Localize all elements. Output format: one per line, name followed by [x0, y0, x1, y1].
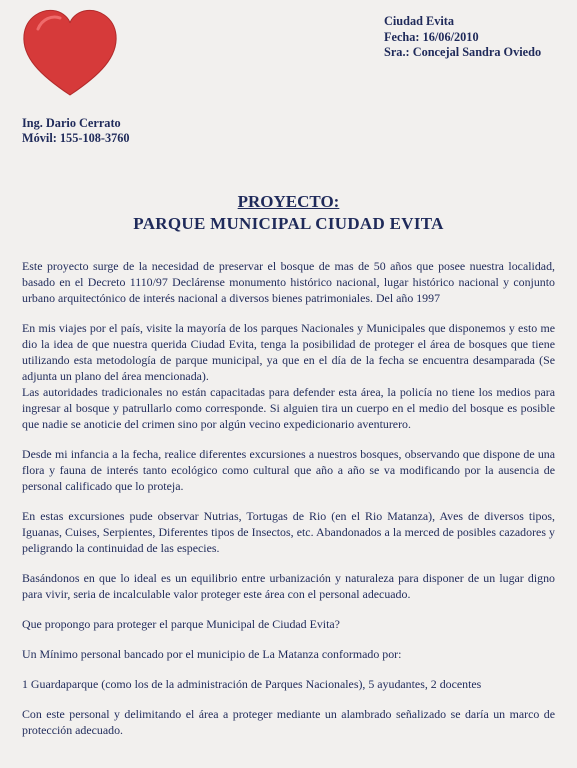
author-name: Ing. Dario Cerrato — [22, 116, 121, 130]
paragraph: Las autoridades tradicionales no están capacitadas para defender esta área, la policía no tiene los medios para ingresar al bosque y patrullarlo como corresponde. Si alguien tira un cuerpo en el medio del bosque es posible que nadie se anoticie del crimen sino por algún vecino expedicionario aventurero. — [22, 385, 555, 431]
paragraph: 1 Guardaparque (como los de la administración de Parques Nacionales), 5 ayudantes, 2 docentes — [22, 677, 482, 691]
document-body — [22, 258, 555, 738]
paragraph: Basándonos en que lo ideal es un equilibrio entre urbanización y naturaleza para disponer de un lugar digno para vivir, seria de incalculable valor proteger este área con el personal adecuado. — [22, 571, 555, 601]
header-right — [384, 14, 541, 61]
header-left — [22, 116, 130, 146]
author-phone: Móvil: 155-108-3760 — [22, 131, 130, 145]
header-date: Fecha: 16/06/2010 — [384, 29, 479, 44]
document-title: PROYECTO: — [237, 192, 340, 211]
header-place: Ciudad Evita — [384, 14, 455, 28]
heart-logo — [20, 5, 120, 100]
paragraph: Que propongo para proteger el parque Municipal de Ciudad Evita? — [22, 617, 340, 631]
paragraph: Con este personal y delimitando el área a proteger mediante un alambrado señalizado se daría un marco de protección adecuado. — [22, 707, 555, 737]
paragraph: Este proyecto surge de la necesidad de preservar el bosque de mas de 50 años que posee nuestra localidad, basado en el Decreto 1110/97 Declárense monumento histórico nacional, lugar histórico nacional y conjunto urbano arquitectónico de interés nacional a diversos bienes patrimoniales. Del año 1997 — [22, 259, 555, 305]
document-subtitle: PARQUE MUNICIPAL CIUDAD EVITA — [133, 214, 444, 233]
heart-icon — [20, 5, 120, 100]
paragraph: Un Mínimo personal bancado por el municipio de La Matanza conformado por: — [22, 647, 402, 661]
paragraph: En mis viajes por el país, visite la mayoría de los parques Nacionales y Municipales que disponemos y esto me dio la idea de que nuestra querida Ciudad Evita, tenga la posibilidad de proteger el área de bosques que tiene utilizando esta metodología de parque municipal, ya que en el día de la fecha se encuentra desamparada (Se adjunta un plano del área mencionada). — [22, 321, 555, 383]
header-recipient: Sra.: Concejal Sandra Oviedo — [384, 45, 542, 59]
paragraph: Desde mi infancia a la fecha, realice diferentes excursiones a nuestros bosques, observando que dispone de una flora y fauna de interés tanto ecológico como cultural que año a año se va modificando por la ausencia de personal calificado que lo proteja. — [22, 447, 555, 493]
paragraph: En estas excursiones pude observar Nutrias, Tortugas de Rio (en el Rio Matanza), Aves de diversos tipos, Iguanas, Cuises, Serpientes, Diferentes tipos de Insectos, etc. Abandonados a la merced de posibles cazadores y peligrando la continuidad de las especies. — [22, 509, 555, 555]
